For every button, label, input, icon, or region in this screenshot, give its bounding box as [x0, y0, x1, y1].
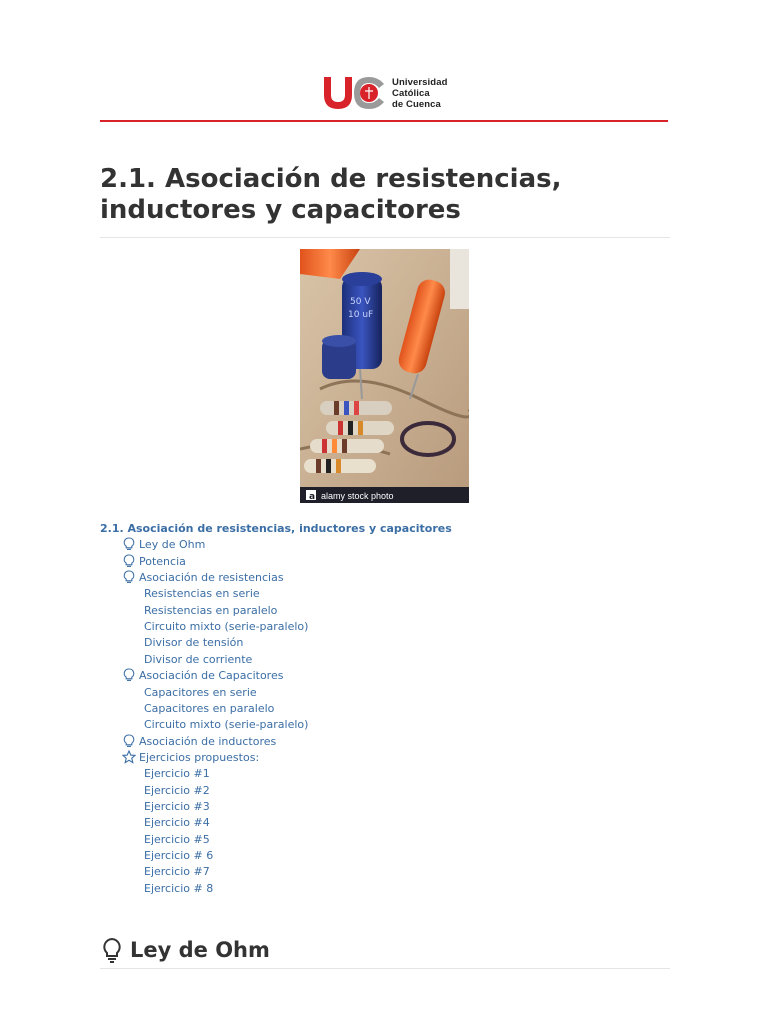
toc-item[interactable]: [144, 766, 210, 782]
toc-item-label: Ejercicios propuestos:: [139, 750, 260, 764]
title-divider: [100, 237, 670, 238]
toc-item-label: Ejercicio # 6: [144, 849, 214, 862]
section-title: Ley de Ohm: [130, 938, 270, 962]
toc-item[interactable]: [122, 554, 186, 570]
section-divider: [100, 968, 670, 969]
toc-item-label: Ejercicio #7: [144, 865, 210, 879]
lightbulb-icon: [122, 668, 136, 682]
toc-item[interactable]: [122, 668, 283, 684]
toc-item-label: Ejercicio #2: [144, 783, 210, 797]
toc-item-label: Asociación de inductores: [139, 734, 277, 748]
toc-item-label: Circuito mixto (serie-paralelo): [144, 620, 309, 634]
component-photo: [300, 249, 469, 503]
page-title: 2.1. Asociación de resistencias, inductores y capacitores: [100, 164, 562, 225]
toc-item[interactable]: [144, 603, 277, 619]
toc-item[interactable]: [144, 635, 243, 651]
toc-item[interactable]: [144, 619, 308, 635]
toc-item[interactable]: [144, 717, 308, 733]
toc-item[interactable]: [144, 701, 274, 717]
toc-item[interactable]: [144, 881, 213, 897]
toc-item[interactable]: [122, 750, 259, 766]
svg-text:50 V: 50 V: [350, 297, 371, 307]
toc-item-label: Ejercicio #3: [144, 799, 210, 813]
toc-item[interactable]: [144, 848, 213, 864]
toc-item[interactable]: [144, 832, 210, 848]
toc-item-label: Ejercicio #1: [144, 767, 210, 781]
svg-text:a: a: [309, 492, 316, 502]
svg-text:10 uF: 10 uF: [348, 310, 374, 320]
toc-item-label: Potencia: [139, 554, 186, 568]
toc-item-label: Ejercicio #4: [144, 816, 210, 830]
logo-line-1: Universidad: [392, 76, 448, 88]
toc-item-label: Resistencias en serie: [144, 587, 260, 601]
toc-item-label: Asociación de resistencias: [139, 571, 284, 585]
logo-line-2: Católica: [392, 87, 430, 99]
toc-item[interactable]: [144, 783, 210, 799]
section-heading: [100, 934, 270, 966]
lightbulb-icon: [122, 537, 136, 551]
lightbulb-icon: [122, 570, 136, 584]
star-icon: [122, 750, 136, 764]
toc-item-label: Asociación de Capacitores: [139, 669, 284, 683]
toc-item-label: Divisor de tensión: [144, 636, 244, 650]
toc-item[interactable]: [144, 815, 210, 831]
toc-item-label: Capacitores en serie: [144, 685, 257, 699]
toc-root-link[interactable]: 2.1. Asociación de resistencias, inductores y capacitores: [100, 522, 452, 535]
header-divider: [100, 120, 668, 122]
toc-item[interactable]: [122, 734, 276, 750]
toc-item[interactable]: [144, 685, 257, 701]
toc-item-label: Ejercicio # 8: [144, 881, 214, 895]
toc-item-label: Ley de Ohm: [139, 538, 206, 552]
toc-item[interactable]: [144, 799, 210, 815]
lightbulb-icon: [122, 734, 136, 748]
logo-wordmark: [392, 77, 447, 110]
lightbulb-icon: [122, 554, 136, 568]
toc-item-label: Circuito mixto (serie-paralelo): [144, 718, 309, 732]
toc-item[interactable]: [144, 864, 210, 880]
toc-item[interactable]: [144, 586, 260, 602]
lightbulb-icon: [100, 937, 124, 963]
toc-item[interactable]: [122, 537, 205, 553]
toc-item[interactable]: [122, 570, 284, 586]
toc-item[interactable]: [144, 652, 252, 668]
uc-logo-mark-icon: [322, 75, 386, 111]
toc-item-label: Divisor de corriente: [144, 652, 253, 666]
photo-caption: alamy stock photo: [321, 491, 394, 501]
toc-item-label: Resistencias en paralelo: [144, 603, 278, 617]
toc-item-label: Ejercicio #5: [144, 832, 210, 846]
logo-line-3: de Cuenca: [392, 98, 441, 110]
page-header: [100, 70, 668, 122]
toc-item-label: Capacitores en paralelo: [144, 701, 275, 715]
university-logo[interactable]: [322, 75, 447, 111]
